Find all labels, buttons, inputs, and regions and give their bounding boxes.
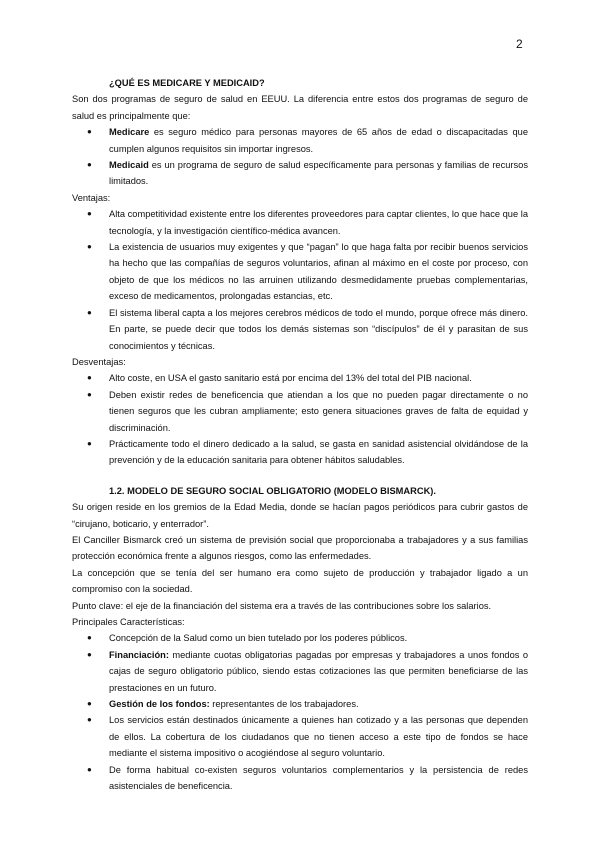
term: Financiación: [109, 649, 169, 660]
paragraph: Punto clave: el eje de la financiación del sistema era a través de las contribuciones sobre los salarios. [72, 600, 492, 611]
item-text: es seguro médico para personas mayores de 65 años de edad o discapacitadas que cumplen algunos requisitos sin importar ingresos. [109, 127, 528, 154]
item-text: Los servicios están destinados únicamente a quienes han cotizado y a las personas que dependen de ellos. La cobertura de los ciudadanos que no tienen acceso a este tipo de fondos se hace mediante el sistema impositivo o acogiéndose al seguro voluntario. [109, 715, 528, 759]
list-item [72, 696, 528, 712]
list-item: ● La existencia de usuarios muy exigentes y que “pagan” lo que haga falta por recibir buenos servicios ha hecho que las compañías de seguros voluntarios, afinan al máximo en el coste por proceso, con objeto de que los médicos no las arruinen utilizando desmedidamente pruebas complementarias, exceso de medicamentos, prolongadas estancias, etc. [72, 239, 528, 305]
term: Gestión de los fondos: [109, 699, 210, 710]
list-item [72, 647, 528, 696]
list-item [72, 157, 528, 190]
list-item: ● Alta competitividad existente entre los diferentes proveedores para captar clientes, lo que hace que la tecnología, y la investigación científico-médica avancen. [72, 206, 528, 239]
ventajas-list [72, 206, 528, 354]
desventajas-label: Desventajas: [72, 356, 126, 367]
page-number: 2 [516, 37, 523, 51]
term: Medicare [109, 127, 150, 138]
section-heading-medicare: ¿QUÉ ES MEDICARE Y MEDICAID? [109, 78, 265, 88]
caracteristicas-list [72, 630, 528, 794]
intro-paragraph: Son dos programas de seguro de salud en EEUU. La diferencia entre estos dos programas de seguro de salud es principalmente que: [72, 94, 528, 121]
item-text: es un programa de seguro de salud específicamente para personas y familias de recursos limitados. [109, 160, 528, 187]
list-item [72, 712, 528, 761]
page-content [72, 75, 528, 794]
programs-list [72, 124, 528, 190]
list-item: ● Deben existir redes de beneficencia que atiendan a los que no pueden pagar directamente o no tienen seguros que les cubran ampliamente; esto genera situaciones graves de falta de equidad y discriminación. [72, 387, 528, 436]
item-text: De forma habitual co-existen seguros voluntarios complementarios y la persistencia de redes asistenciales de beneficencia. [109, 764, 528, 792]
list-item: ● Alto coste, en USA el gasto sanitario está por encima del 13% del total del PIB nacional. [72, 370, 528, 386]
paragraph: El Canciller Bismarck creó un sistema de previsión social que proporcionaba a trabajadores y a sus familias protección económica frente a algunos riesgos, como las enfermedades. [72, 534, 528, 562]
section-heading-bismarck: 1.2. MODELO DE SEGURO SOCIAL OBLIGATORIO (MODELO BISMARCK). [109, 485, 436, 496]
ventajas-label: Ventajas: [72, 192, 111, 203]
item-text: representantes de los trabajadores. [209, 699, 359, 710]
item-text: mediante cuotas obligatorias pagadas por empresas y trabajadores a unos fondos o cajas de seguro obligatorio público, siendo estas cotizaciones las que permiten beneficiarse de las prestaciones en un futuro. [109, 649, 528, 693]
caracteristicas-label: Principales Características: [72, 617, 185, 627]
list-item: ● El sistema liberal capta a los mejores cerebros médicos de todo el mundo, porque ofrece más dinero. En parte, se puede decir que todos los demás sistemas son “discípulos” de él y parasitan de sus conocimientos y técnicas. [72, 305, 528, 354]
list-item [72, 124, 528, 157]
term: Medicaid [109, 160, 149, 171]
list-item [72, 630, 528, 646]
list-item: ● Prácticamente todo el dinero dedicado a la salud, se gasta en sanidad asistencial olvidándose de la prevención y de la educación sanitaria para obtener hábitos saludables. [72, 436, 528, 469]
paragraph: La concepción que se tenía del ser humano era como sujeto de producción y trabajador ligado a un compromiso con la sociedad. [72, 567, 528, 595]
paragraph: Su origen reside en los gremios de la Edad Media, donde se hacían pagos periódicos para cubrir gastos de “cirujano, boticario, y enterrador”. [72, 502, 528, 529]
item-text: Concepción de la Salud como un bien tutelado por los poderes públicos. [109, 633, 408, 644]
desventajas-list [72, 370, 528, 468]
list-item [72, 762, 528, 795]
